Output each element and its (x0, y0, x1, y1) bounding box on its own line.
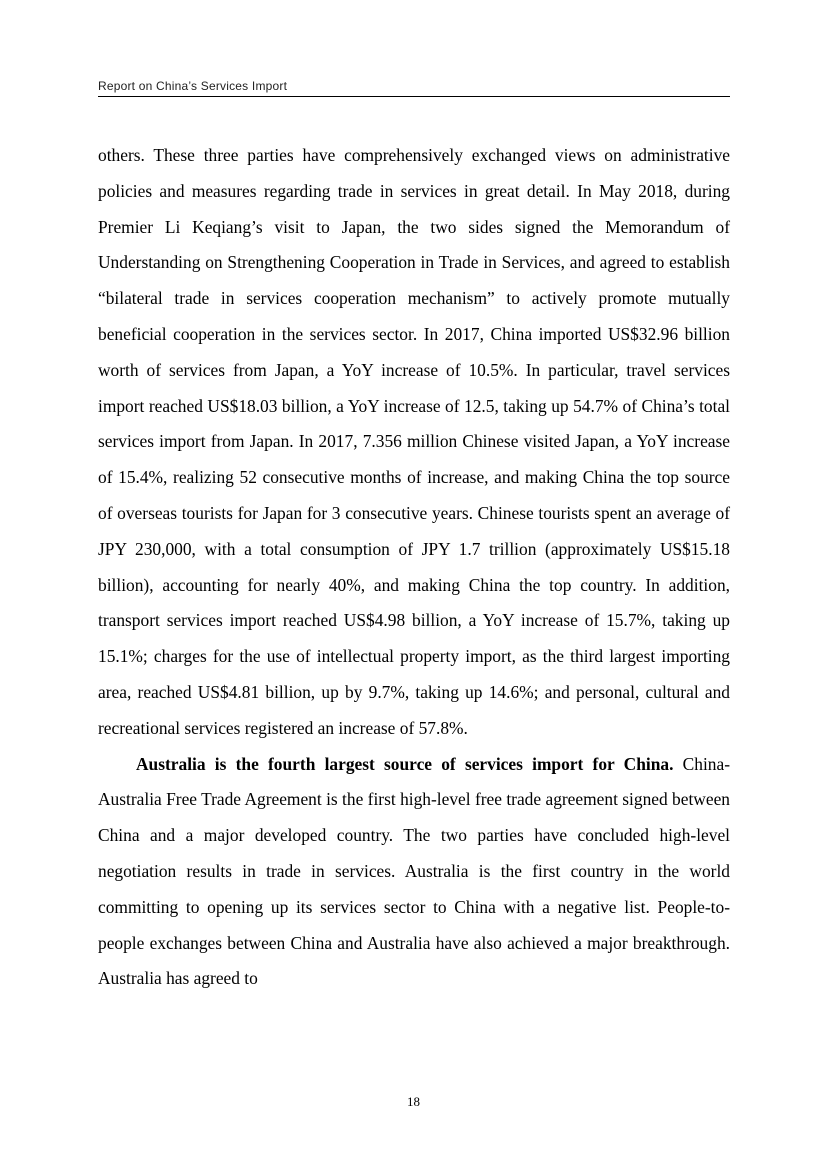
paragraph-text: China-Australia Free Trade Agreement is the first high-level free trade agreement signed between China and a major developed country. The two parties have concluded high-level negotiation results in trade in services. Australia is the first country in the world committing to opening up its services sector to China with a negative list. People-to-people exchanges between China and Australia have also achieved a major breakthrough. Australia has agreed to (98, 753, 730, 989)
paragraph-text: others. These three parties have comprehensively exchanged views on administrative policies and measures regarding trade in services in great detail. In May 2018, during Premier Li Keqiang’s visit to Japan, the two sides signed the Memorandum of Understanding on Strengthening Cooperation in Trade in Services, and agreed to establish “bilateral trade in services cooperation mechanism” to actively promote mutually beneficial cooperation in the services sector. In 2017, China imported US$32.96 billion worth of services from Japan, a YoY increase of 10.5%. In particular, travel services import reached US$18.03 billion, a YoY increase of 12.5, taking up 54.7% of China’s total services import from Japan. In 2017, 7.356 million Chinese visited Japan, a YoY increase of 15.4%, realizing 52 consecutive months of increase, and making China the top source of overseas tourists for Japan for 3 consecutive years. Chinese tourists spent an average of JPY 230,000, with a total consumption of JPY 1.7 trillion (approximately US$15.18 billion), accounting for nearly 40%, and making China the top country. In addition, transport services import reached US$4.98 billion, a YoY increase of 15.7%, taking up 15.1%; charges for the use of intellectual property import, as the third largest importing area, reached US$4.81 billion, up by 9.7%, taking up 14.6%; and personal, cultural and recreational services registered an increase of 57.8%. (98, 145, 730, 738)
page-number: 18 (407, 1094, 420, 1109)
paragraph-lead-sentence: Australia is the fourth largest source of services import for China. (136, 753, 674, 774)
body-text (98, 138, 730, 997)
paragraph-japan-services (98, 138, 730, 747)
running-header: Report on China’s Services Import (98, 78, 730, 97)
paragraph-australia-services (98, 747, 730, 998)
